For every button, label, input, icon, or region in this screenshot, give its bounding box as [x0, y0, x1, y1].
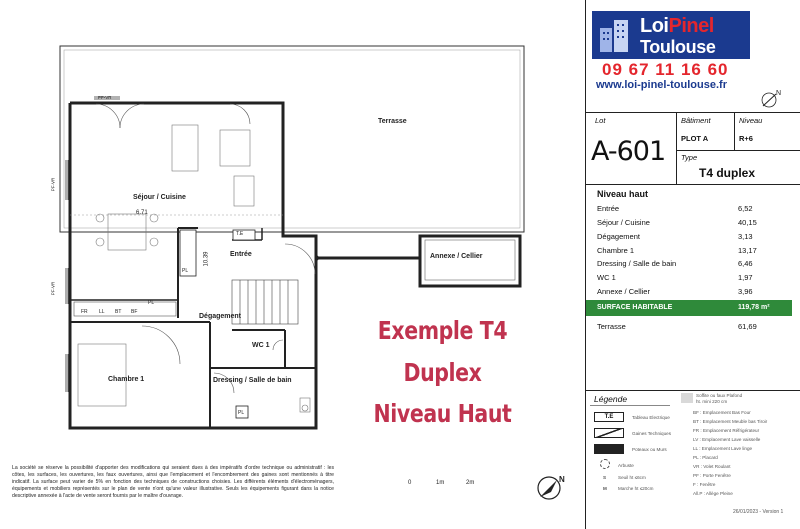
legend-abbrev: PF : Porte Fenêtre [693, 473, 731, 478]
divider [676, 150, 800, 151]
brand-name-part2: Pinel [668, 15, 714, 37]
terrasse-value: 61,69 [738, 322, 757, 331]
scale-1m: 1m [436, 480, 445, 486]
legend-symbol: M [603, 486, 607, 491]
surface-row-label: WC 1 [597, 273, 616, 282]
te-mark: T.E [236, 231, 244, 237]
pf-mark: PF-VR [50, 281, 56, 296]
legend-text: ht. mini 220 cm [696, 399, 728, 404]
room-label-chambre: Chambre 1 [108, 376, 145, 383]
batiment-value: PLOT A [681, 134, 709, 143]
fr-mark: FR [81, 309, 88, 315]
pl-mark: PL [238, 410, 245, 416]
type-label: Type [681, 153, 698, 162]
niveau-value: R+6 [739, 134, 753, 143]
north-arrow-icon [760, 86, 784, 110]
bf-mark: BF [131, 309, 138, 315]
brand-name [640, 15, 714, 38]
pl-mark: PL [182, 268, 189, 274]
scale-0: 0 [408, 480, 412, 486]
surface-row-label: Séjour / Cuisine [597, 218, 650, 227]
legend-symbol-te: T.E [594, 412, 624, 422]
total-surface-label: SURFACE HABITABLE [597, 304, 673, 311]
pl-mark: PL [148, 300, 155, 306]
room-label-degagement: Dégagement [199, 313, 242, 320]
overlay-line-1: Exemple T4 [377, 316, 508, 345]
dimension-label: 10.39 [203, 251, 210, 267]
room-label-sejour: Séjour / Cuisine [133, 194, 186, 201]
lot-value: A-601 [591, 136, 666, 167]
divider [586, 184, 800, 185]
building-icon [598, 18, 632, 54]
surface-row-label: Entrée [597, 204, 620, 213]
room-label-terrasse: Terrasse [378, 118, 407, 125]
brand-phone[interactable]: 09 67 11 16 60 [602, 60, 729, 79]
divider [734, 112, 735, 150]
brand-name-part1: Loi [640, 15, 669, 37]
legend-text: Poteaux ou Murs [632, 447, 667, 452]
lot-label: Lot [595, 116, 606, 125]
room-label-wc: WC 1 [252, 342, 270, 349]
legend-text: Soffite ou faux Plafond [696, 393, 743, 398]
soffit-swatch [681, 393, 693, 403]
bt-mark: BT [115, 309, 122, 315]
brand-website[interactable]: www.loi-pinel-toulouse.fr [596, 79, 727, 91]
divider [590, 405, 670, 406]
divider [676, 112, 677, 184]
legend-abbrev: LL : Emplacement Lave linge [693, 446, 753, 451]
room-label-dressing: Dressing / Salle de bain [213, 377, 292, 384]
surface-row-value: 1,97 [738, 273, 753, 282]
legend-abbrev: All.P : Allège Pleine [693, 491, 733, 496]
legend-text: Marche ht ≤20cm [618, 486, 654, 491]
room-label-entree: Entrée [230, 251, 252, 258]
surface-row-value: 6,52 [738, 204, 753, 213]
disclaimer-note: La société se réserve la possibilité d'apporter des modifications qui seraient dues à des impératifs d'ordre technique ou administratif : les côtes, les surfaces, les ouvertures, les faux ouvertures, ainsi que l'emplacement et l'encombrement des gaines sont mentionnés à titre indicatif. La surface peut varier de 5% en fonction des techniques de constructions choisies. Les différents éléments d'électroménagers, équipements et mobiliers représentés sur le plan de vente n'ont qu'une valeur illustrative. Seuls les équipements figurant dans la notice descriptive annexée à l'acte de vente seront fournis par le maître d'ouvrage. [12, 465, 334, 499]
legend-title: Légende [594, 394, 628, 404]
pf-mark: PF-VR [98, 95, 112, 100]
surface-row-value: 6,46 [738, 259, 753, 268]
surface-row-value: 40,15 [738, 218, 757, 227]
legend-symbol: S [603, 475, 607, 480]
legend-text: Seuil ht ≤6cm [618, 475, 646, 480]
compass-icon [535, 472, 569, 502]
legend-abbrev: BT : Emplacement Meuble bas Tiroir [693, 419, 768, 424]
version-date: 26/01/2023 - Version 1 [733, 509, 784, 515]
legend-symbol-poteaux [594, 444, 624, 454]
dimension-label: 6.71 [136, 210, 148, 216]
surface-row-label: Chambre 1 [597, 246, 635, 255]
surface-row-value: 3,96 [738, 287, 753, 296]
pf-mark: PF-VR [50, 177, 56, 192]
svg-text:N: N [559, 475, 565, 484]
legend-abbrev: VR : Volet Roulant [693, 464, 731, 469]
panel-divider [585, 0, 586, 529]
legend-text: Tableau Electrique [632, 415, 670, 420]
brand-city: Toulouse [640, 37, 716, 57]
legend-abbrev: F : Fenêtre [693, 482, 716, 487]
shrub-icon [600, 459, 610, 469]
divider [586, 112, 800, 113]
room-label-annexe: Annexe / Cellier [430, 253, 483, 260]
svg-text:N: N [776, 90, 782, 97]
surface-row-label: Dégagement [597, 232, 640, 241]
surface-row-label: Annexe / Cellier [597, 287, 650, 296]
batiment-label: Bâtiment [681, 116, 711, 125]
divider [586, 390, 800, 391]
legend-abbrev: LV : Emplacement Lave vaisselle [693, 437, 761, 442]
legend-text: Gaines Techniques [632, 431, 671, 436]
ll-mark: LL [99, 309, 105, 315]
surface-row-value: 3,13 [738, 232, 753, 241]
legend-abbrev: PL : Placard [693, 455, 718, 460]
legend-symbol-gaines [594, 428, 624, 438]
legend-abbrev: FR : Emplacement Réfrigérateur [693, 428, 760, 433]
overlay-line-2: Duplex [403, 358, 482, 387]
scale-2m: 2m [466, 480, 475, 486]
surface-row-value: 13,17 [738, 246, 757, 255]
legend-abbrev: BF : Emplacement Bas Four [693, 410, 751, 415]
type-value: T4 duplex [699, 166, 756, 180]
surfaces-title: Niveau haut [597, 189, 649, 199]
niveau-label: Niveau [739, 116, 763, 125]
surface-row-label: Dressing / Salle de bain [597, 259, 677, 268]
legend-text: Arbuste [618, 463, 634, 468]
total-surface-value: 119,78 m² [738, 304, 770, 311]
overlay-line-3: Niveau Haut [373, 399, 512, 428]
terrasse-label: Terrasse [597, 322, 626, 331]
